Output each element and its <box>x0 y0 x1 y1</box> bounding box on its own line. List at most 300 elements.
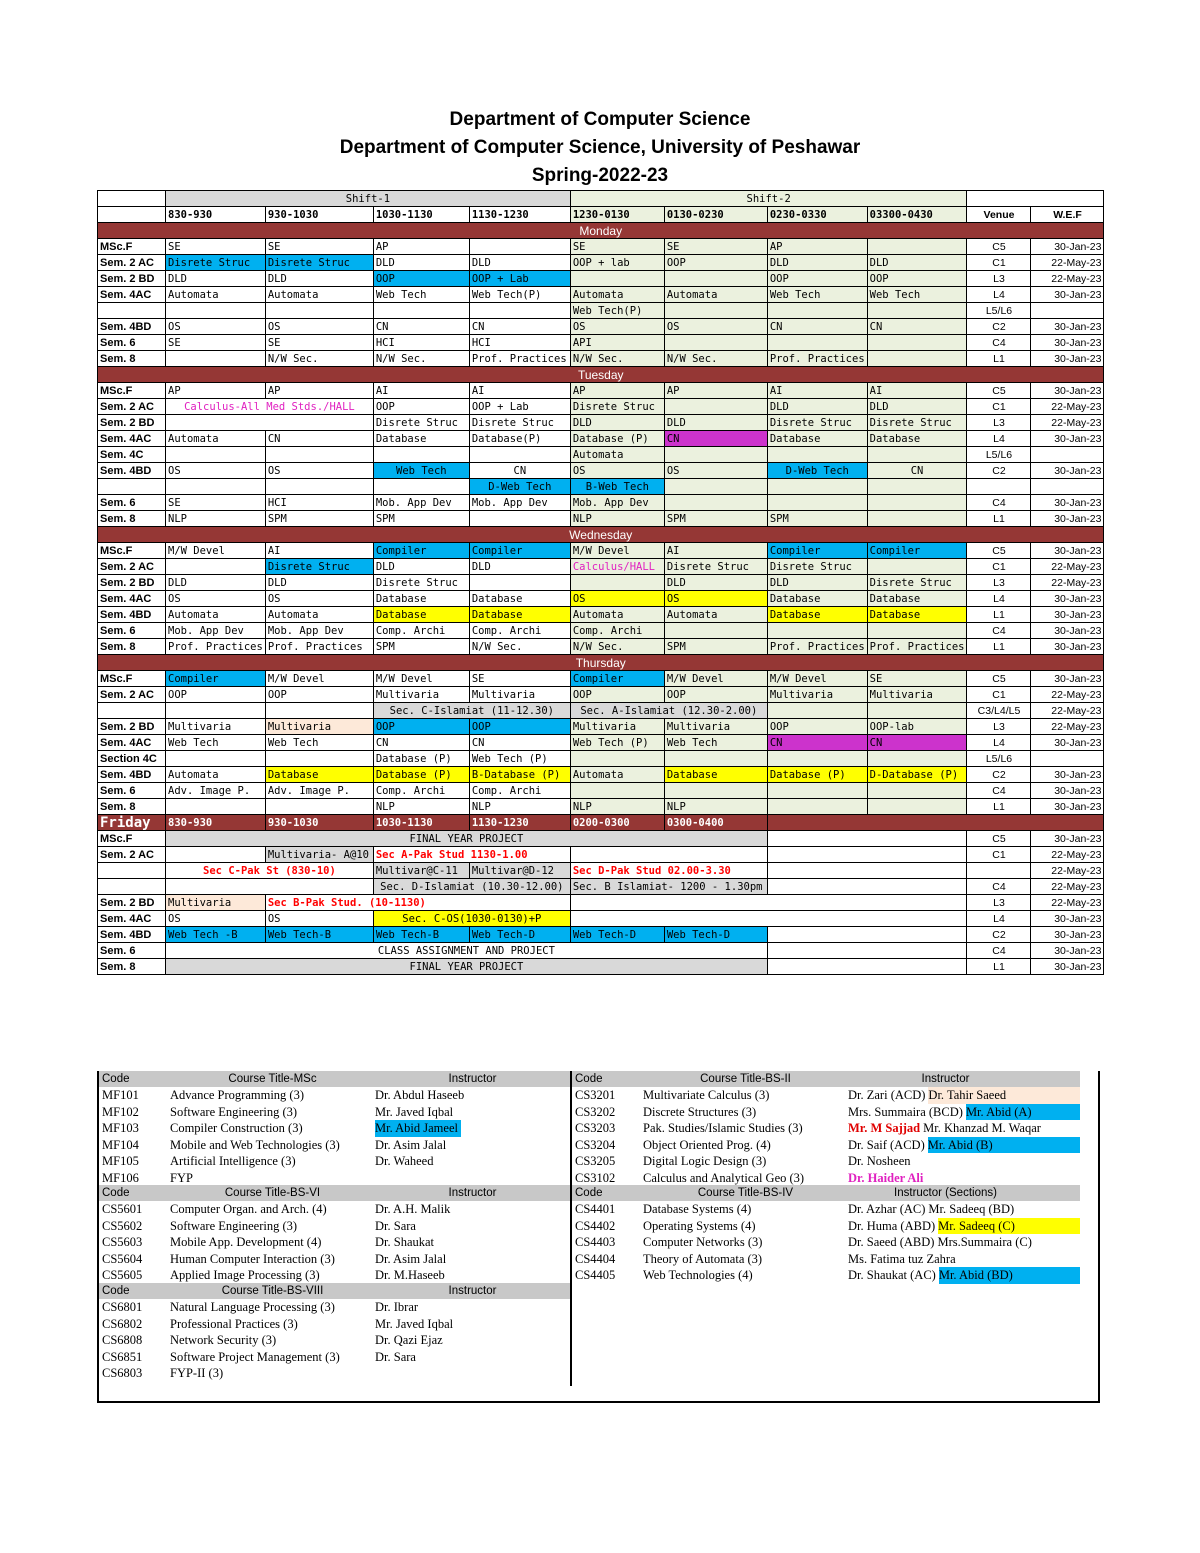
venue-cell: L3 <box>967 271 1031 287</box>
class-cell: Multivaria <box>867 687 967 703</box>
class-cell: M/W Devel <box>767 671 867 687</box>
course-title: Professional Practices (3) <box>170 1316 298 1331</box>
class-cell: Calculus-All Med Stds./HALL <box>166 399 374 415</box>
instructor-name: Dr. Zari (ACD) <box>848 1088 926 1102</box>
course-instructor <box>375 1365 570 1382</box>
venue-cell: L3 <box>967 895 1031 911</box>
row-label <box>98 303 166 319</box>
class-cell: Compiler <box>570 671 664 687</box>
course-header-cell: Code <box>575 1073 603 1085</box>
class-cell: Prof. Practices <box>469 351 570 367</box>
venue-cell: C1 <box>967 687 1031 703</box>
class-cell: DLD <box>664 575 767 591</box>
instructor-name <box>375 1365 378 1382</box>
class-cell <box>265 303 373 319</box>
venue-cell: L1 <box>967 351 1031 367</box>
course-header-cell: Instructor <box>448 1187 497 1199</box>
instructor-name: Mr. Abid (A) <box>966 1104 1080 1121</box>
instructor-name: Dr. Haider Ali <box>848 1170 924 1185</box>
course-header-cell: Code <box>102 1187 130 1199</box>
class-cell: Comp. Archi <box>570 623 664 639</box>
course-instructor <box>848 1087 1080 1104</box>
class-cell <box>166 447 266 463</box>
course-header-cell: Course Title-BS-VIII <box>221 1285 324 1297</box>
course-row <box>99 1137 570 1154</box>
venue-cell: L4 <box>967 431 1031 447</box>
class-cell: CN <box>867 735 967 751</box>
class-cell: Adv. Image P. <box>166 783 266 799</box>
instructor-name: Mr. Sadeeq (BD) <box>928 1202 1015 1216</box>
class-cell: Compiler <box>166 671 266 687</box>
instructor-name: Dr. Ibrar <box>375 1300 419 1314</box>
bs4-courses <box>572 1185 1080 1284</box>
class-cell: OS <box>166 319 266 335</box>
class-cell <box>867 703 967 719</box>
class-cell <box>867 799 967 815</box>
class-cell: Sec. D-Islamiat (10.30-12.00) <box>373 879 570 895</box>
timetable-row <box>98 383 1104 399</box>
timetable-row <box>98 479 1104 495</box>
course-instructor <box>848 1201 1080 1218</box>
class-cell <box>664 271 767 287</box>
class-cell: Prof. Practices <box>867 639 967 655</box>
course-row <box>99 1299 570 1316</box>
class-cell: NLP <box>570 511 664 527</box>
wef-cell: 30-Jan-23 <box>1031 927 1104 943</box>
venue-cell: L4 <box>967 287 1031 303</box>
course-row <box>99 1251 570 1268</box>
wef-cell: 22-May-23 <box>1031 719 1104 735</box>
class-cell: D-Web Tech <box>767 463 867 479</box>
timetable-row <box>98 767 1104 783</box>
class-cell <box>867 447 967 463</box>
class-cell: OS <box>570 319 664 335</box>
course-title: Human Computer Interaction (3) <box>170 1251 335 1266</box>
row-label: Sem. 4C <box>98 447 166 463</box>
wef-cell <box>1031 447 1104 463</box>
course-instructor <box>375 1104 570 1121</box>
class-cell <box>664 751 767 767</box>
course-header-cell: Course Title-BS-II <box>700 1073 791 1085</box>
venue-cell: C4 <box>967 623 1031 639</box>
blank-cell <box>767 943 967 959</box>
class-cell <box>767 783 867 799</box>
course-header-row <box>572 1071 1080 1087</box>
class-cell: Automata <box>570 607 664 623</box>
course-row <box>572 1201 1080 1218</box>
class-cell <box>265 447 373 463</box>
class-cell <box>664 447 767 463</box>
row-label: Sem. 4AC <box>98 287 166 303</box>
row-label: Section 4C <box>98 751 166 767</box>
row-label: Sem. 4AC <box>98 431 166 447</box>
day-header-wednesday <box>98 527 1104 543</box>
class-cell: DLD <box>664 415 767 431</box>
course-header-cell: Course Title-MSc <box>228 1073 317 1085</box>
class-cell: Multivaria <box>664 719 767 735</box>
class-cell: Disrete Struc <box>767 415 867 431</box>
class-cell <box>469 303 570 319</box>
course-code: MF103 <box>102 1121 139 1136</box>
class-cell: Database <box>867 607 967 623</box>
timetable-row <box>98 719 1104 735</box>
class-cell: B-Database (P) <box>469 767 570 783</box>
row-label: Sem. 8 <box>98 639 166 655</box>
instructor-name: Dr. Saeed (ABD) <box>848 1235 935 1250</box>
class-cell <box>570 271 664 287</box>
row-label: Sem. 2 AC <box>98 255 166 271</box>
course-list <box>97 1071 1100 1403</box>
time-slot: 930-1030 <box>265 207 373 223</box>
class-cell: N/W Sec. <box>570 351 664 367</box>
course-title: Mobile and Web Technologies (3) <box>170 1137 340 1152</box>
class-cell <box>767 799 867 815</box>
venue-cell: C5 <box>967 239 1031 255</box>
class-cell: OOP <box>867 271 967 287</box>
course-row <box>572 1087 1080 1104</box>
wef-cell: 22-May-23 <box>1031 255 1104 271</box>
class-cell: N/W Sec. <box>570 639 664 655</box>
class-cell: N/W Sec. <box>373 351 469 367</box>
class-cell: CN <box>664 431 767 447</box>
venue-cell: L5/L6 <box>967 751 1031 767</box>
class-cell: Database <box>469 591 570 607</box>
instructor-name: Dr. Asim Jalal <box>375 1251 447 1266</box>
class-cell <box>867 335 967 351</box>
class-cell: NLP <box>166 511 266 527</box>
class-cell: HCI <box>265 495 373 511</box>
row-label: Sem. 2 AC <box>98 847 166 863</box>
row-label: Sem. 2 AC <box>98 687 166 703</box>
venue-cell: C2 <box>967 463 1031 479</box>
class-cell: Multivaria- A@10 <box>265 847 373 863</box>
time-slot: 0230-0330 <box>767 207 867 223</box>
university-title: Department of Computer Science, University of Peshawar <box>339 137 861 158</box>
class-cell: AP <box>373 239 469 255</box>
class-cell: HCI <box>469 335 570 351</box>
class-cell <box>767 447 867 463</box>
course-code: CS4402 <box>575 1218 616 1233</box>
class-cell: Database(P) <box>469 431 570 447</box>
blank-cell <box>967 191 1104 207</box>
instructor-name: Mr. Javed Iqbal <box>375 1316 454 1331</box>
class-cell <box>767 703 867 719</box>
course-title: Pak. Studies/Islamic Studies (3) <box>643 1121 803 1136</box>
row-label <box>98 703 166 719</box>
class-cell: OOP <box>469 719 570 735</box>
class-cell: OOP <box>166 687 266 703</box>
class-cell <box>166 479 266 495</box>
row-label: Sem. 2 BD <box>98 895 166 911</box>
wef-cell: 22-May-23 <box>1031 703 1104 719</box>
venue-cell: C1 <box>967 399 1031 415</box>
venue-cell: L5/L6 <box>967 447 1031 463</box>
timetable-row <box>98 847 1104 863</box>
time-slot: 1030-1130 <box>373 207 469 223</box>
timetable-row <box>98 639 1104 655</box>
class-cell: Sec C-Pak St (830-10) <box>166 863 374 879</box>
class-cell <box>767 479 867 495</box>
course-instructor <box>848 1137 1080 1154</box>
class-cell <box>469 239 570 255</box>
course-row <box>572 1120 1080 1137</box>
class-cell: Multivar@C-11 <box>373 863 469 879</box>
wef-cell: 30-Jan-23 <box>1031 319 1104 335</box>
class-cell: Disrete Struc <box>373 415 469 431</box>
class-cell: OOP <box>265 687 373 703</box>
course-title: Compiler Construction (3) <box>170 1121 303 1136</box>
class-cell: Database <box>664 767 767 783</box>
class-cell <box>265 479 373 495</box>
day-header-thursday <box>98 655 1104 671</box>
course-instructor <box>848 1104 1080 1121</box>
class-cell: Automata <box>166 607 266 623</box>
instructor-name: Mrs. Summaira (BCD) <box>848 1104 963 1119</box>
time-slot: 0200-0300 <box>570 815 664 831</box>
class-cell: Comp. Archi <box>373 783 469 799</box>
class-cell: CN <box>767 735 867 751</box>
instructor-name: Dr. Shaukat <box>375 1235 435 1250</box>
class-cell: Web Tech(P) <box>570 303 664 319</box>
row-label: Sem. 8 <box>98 511 166 527</box>
course-title: Computer Organ. and Arch. (4) <box>170 1202 327 1216</box>
blank-cell <box>166 879 374 895</box>
row-label: MSc.F <box>98 671 166 687</box>
class-cell <box>867 623 967 639</box>
class-cell: Mob. App Dev <box>570 495 664 511</box>
class-cell: Comp. Archi <box>469 783 570 799</box>
day-header-friday <box>98 815 1104 831</box>
class-cell: Disrete Struc <box>166 255 266 271</box>
class-cell: DLD <box>469 255 570 271</box>
class-cell <box>166 415 374 431</box>
class-cell: Database (P) <box>570 431 664 447</box>
class-cell: Compiler <box>867 543 967 559</box>
row-label: Sem. 6 <box>98 335 166 351</box>
course-header-cell: Instructor <box>448 1285 497 1297</box>
time-slot-row <box>98 207 1104 223</box>
timetable-row <box>98 831 1104 847</box>
class-cell: OOP <box>373 719 469 735</box>
wef-cell: 30-Jan-23 <box>1031 511 1104 527</box>
class-cell: D-Database (P) <box>867 767 967 783</box>
wef-cell: 30-Jan-23 <box>1031 911 1104 927</box>
class-cell: Prof. Practices <box>767 351 867 367</box>
course-instructor <box>375 1349 570 1366</box>
class-cell: CN <box>867 463 967 479</box>
day-header-tuesday <box>98 367 1104 383</box>
islamiat-a-cell: Sec. A-Islamiat (12.30-2.00) <box>570 703 767 719</box>
class-cell: DLD <box>867 399 967 415</box>
course-header-row <box>99 1185 570 1201</box>
row-label: Sem. 6 <box>98 495 166 511</box>
venue-cell: C3/L4/L5 <box>967 703 1031 719</box>
class-cell <box>664 335 767 351</box>
class-cell: Web Tech (P) <box>469 751 570 767</box>
class-cell <box>373 303 469 319</box>
venue-header: Venue <box>967 207 1031 223</box>
class-cell: DLD <box>166 575 266 591</box>
semester-title: Spring-2022-23 <box>531 165 669 186</box>
course-code: CS3203 <box>575 1121 616 1136</box>
page-title-block <box>0 106 1200 190</box>
class-cell: Web Tech (P) <box>570 735 664 751</box>
course-code: CS3202 <box>575 1104 616 1119</box>
course-code: CS3205 <box>575 1154 616 1169</box>
class-cell: Database <box>867 431 967 447</box>
instructor-name: Dr. Saif (ACD) <box>848 1137 925 1152</box>
class-cell <box>664 479 767 495</box>
day-name: Tuesday <box>98 367 1104 383</box>
row-label <box>98 879 166 895</box>
class-cell <box>166 303 266 319</box>
row-label: Sem. 4BD <box>98 607 166 623</box>
timetable-row <box>98 559 1104 575</box>
class-cell: M/W Devel <box>373 671 469 687</box>
class-cell: Adv. Image P. <box>265 783 373 799</box>
wef-cell: 30-Jan-23 <box>1031 591 1104 607</box>
wef-cell: 30-Jan-23 <box>1031 735 1104 751</box>
class-cell: CN <box>767 319 867 335</box>
course-row <box>99 1120 570 1137</box>
class-cell: OS <box>664 591 767 607</box>
instructor-name: Mr. Abid (BD) <box>939 1267 1080 1284</box>
class-cell: Sec. B Islamiat- 1200 - 1.30pm <box>570 879 767 895</box>
class-cell <box>570 575 664 591</box>
timetable-row <box>98 255 1104 271</box>
class-cell: DLD <box>373 255 469 271</box>
class-cell: Disrete Struc <box>867 415 967 431</box>
course-row <box>99 1365 570 1382</box>
class-cell: OS <box>166 911 266 927</box>
venue-cell: C2 <box>967 767 1031 783</box>
class-cell: M/W Devel <box>570 543 664 559</box>
wef-cell: 30-Jan-23 <box>1031 639 1104 655</box>
course-row <box>572 1137 1080 1154</box>
class-cell: Automata <box>570 447 664 463</box>
course-instructor <box>375 1120 570 1137</box>
islamiat-c-cell: Sec. C-Islamiat (11-12.30) <box>373 703 570 719</box>
class-cell: Disrete Struc <box>265 559 373 575</box>
course-code: CS6802 <box>102 1316 143 1331</box>
class-cell: Sec B-Pak Stud. (10-1130) <box>265 895 570 911</box>
class-cell: Mob. App Dev <box>469 495 570 511</box>
timetable-row <box>98 943 1104 959</box>
venue-cell <box>967 479 1031 495</box>
class-cell: Multivaria <box>166 719 266 735</box>
course-header-cell: Code <box>102 1073 130 1085</box>
class-cell: AI <box>373 383 469 399</box>
class-cell <box>664 399 767 415</box>
timetable-row <box>98 303 1104 319</box>
class-cell: Mob. App Dev <box>166 623 266 639</box>
class-cell <box>166 847 266 863</box>
course-row <box>572 1153 1080 1170</box>
timetable-row <box>98 895 1104 911</box>
timetable-row <box>98 863 1104 879</box>
class-cell: Web Tech <box>373 287 469 303</box>
class-cell <box>664 623 767 639</box>
class-cell: SE <box>265 335 373 351</box>
class-cell: CN <box>469 319 570 335</box>
course-header-row <box>99 1071 570 1087</box>
class-cell: OOP + Lab <box>469 399 570 415</box>
class-cell: M/W Devel <box>166 543 266 559</box>
class-cell: Prof. Practices <box>265 639 373 655</box>
class-cell: N/W Sec. <box>664 351 767 367</box>
course-row <box>99 1267 570 1284</box>
class-cell <box>265 799 373 815</box>
class-cell: Disrete Struc <box>664 559 767 575</box>
class-cell <box>265 703 373 719</box>
venue-cell: C4 <box>967 783 1031 799</box>
class-cell: API <box>570 335 664 351</box>
course-instructor <box>375 1153 570 1170</box>
course-row <box>572 1251 1080 1268</box>
row-label: Sem. 4AC <box>98 591 166 607</box>
class-cell: Web Tech -B <box>166 927 266 943</box>
shift1-header: Shift-1 <box>166 191 571 207</box>
timetable-row <box>98 879 1104 895</box>
instructor-name: Dr. Azhar (AC) <box>848 1202 926 1216</box>
instructor-name: Mr. Sadeeq (C) <box>938 1218 1080 1235</box>
class-cell <box>469 511 570 527</box>
class-cell: SE <box>570 239 664 255</box>
class-cell <box>166 351 266 367</box>
venue-cell: L1 <box>967 959 1031 975</box>
class-cell: Database (P) <box>767 767 867 783</box>
class-cell: Database (P) <box>373 767 469 783</box>
class-cell: Disrete Struc <box>469 415 570 431</box>
wef-cell: 30-Jan-23 <box>1031 623 1104 639</box>
timetable-row <box>98 607 1104 623</box>
class-cell: OOP-lab <box>867 719 967 735</box>
class-cell: Database <box>767 591 867 607</box>
blank-cell <box>98 207 166 223</box>
wef-cell: 22-May-23 <box>1031 399 1104 415</box>
row-label: Sem. 2 AC <box>98 559 166 575</box>
course-title: Multivariate Calculus (3) <box>643 1088 770 1102</box>
day-name: Wednesday <box>98 527 1104 543</box>
blank-cell <box>767 831 967 847</box>
timetable-row <box>98 399 1104 415</box>
class-cell: Automata <box>166 287 266 303</box>
row-label: Sem. 2 BD <box>98 271 166 287</box>
course-code: CS3201 <box>575 1088 616 1102</box>
blank-cell <box>570 911 967 927</box>
timetable-row <box>98 447 1104 463</box>
venue-cell: L1 <box>967 639 1031 655</box>
timetable-row <box>98 495 1104 511</box>
wef-cell: 30-Jan-23 <box>1031 431 1104 447</box>
class-cell: Database <box>867 591 967 607</box>
timetable-row <box>98 351 1104 367</box>
wef-cell: 30-Jan-23 <box>1031 671 1104 687</box>
blank-cell <box>767 879 967 895</box>
timetable-row <box>98 335 1104 351</box>
class-cell: Multivar@D-12 <box>469 863 570 879</box>
course-code: MF101 <box>102 1088 139 1102</box>
class-cell: Database <box>265 767 373 783</box>
class-cell: N/W Sec. <box>469 639 570 655</box>
wef-cell: 22-May-23 <box>1031 895 1104 911</box>
course-title: Software Engineering (3) <box>170 1218 298 1233</box>
class-cell: Web Tech(P) <box>469 287 570 303</box>
venue-cell: L3 <box>967 575 1031 591</box>
class-cell <box>867 351 967 367</box>
course-instructor <box>375 1332 570 1349</box>
class-cell: SE <box>867 671 967 687</box>
